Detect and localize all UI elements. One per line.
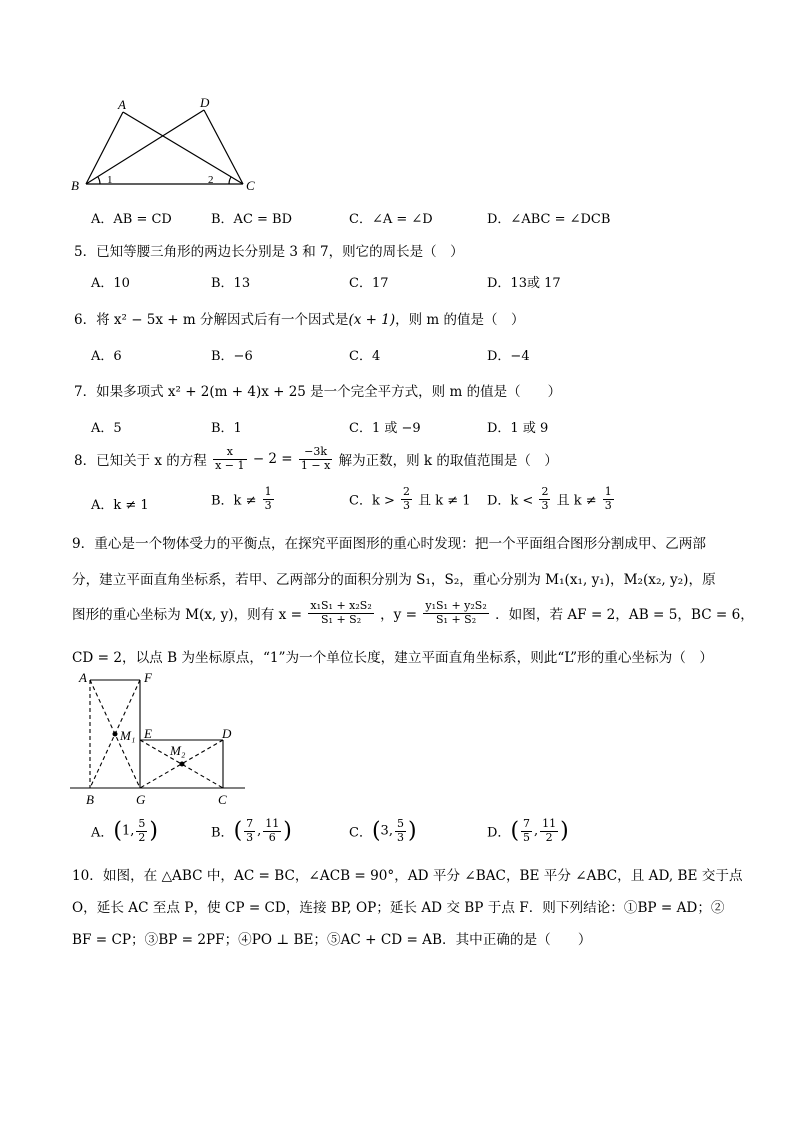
q10-line-2: O，延长 AC 至点 P，使 CP = CD，连接 BP, OP；延长 AD 交 BP 于点 F．则下列结论：①BP = AD；② (72, 900, 725, 916)
q9-optD-den2: 2 (545, 830, 553, 844)
q9-line-3 (72, 600, 754, 626)
q8-frac2-den: 1 − x (300, 458, 331, 472)
q9-optA-lparen: ( (113, 818, 122, 844)
q6-option-c[interactable]: C．4 (349, 349, 381, 364)
q8-optB-pre: B．k ≠ (211, 493, 257, 509)
q8-fraction-1 (213, 446, 246, 472)
q9-fx-den: S₁ + S₂ (321, 612, 362, 626)
label-A: A (79, 670, 87, 685)
q9-fy-num: y₁S₁ + y₂S₂ (425, 599, 487, 612)
q6-stem (74, 308, 525, 328)
q8-option-b[interactable] (211, 486, 276, 512)
q7-option-d[interactable]: D．1 或 9 (487, 421, 549, 436)
q8-stem (74, 446, 558, 472)
q9-optC-den: 3 (396, 830, 404, 844)
q9-optD-den1: 5 (523, 830, 531, 844)
label-D: D (200, 95, 210, 110)
q9-optC-num: 5 (396, 817, 404, 830)
q8-optC-frac (401, 486, 412, 512)
q8-optD-num: 2 (541, 485, 549, 498)
q9-optC-rparen: ) (407, 818, 417, 844)
q8-optC-post: 且 k ≠ 1 (418, 493, 471, 509)
q8-optC-pre: C．k > (349, 493, 395, 509)
q10-line-3: BF = CP；③BP = 2PF；④PO ⊥ BE；⑤AC + CD = AB．其中正确的是（ ） (72, 932, 592, 948)
q6-option-d[interactable]: D．−4 (487, 349, 530, 364)
triangle-figure-q4 (68, 95, 268, 205)
q6-option-a[interactable]: A．6 (91, 349, 122, 364)
q9-line3-a: 图形的重心坐标为 M(x, y)，则有 x = (72, 607, 303, 624)
q6-stem-c: ，则 m 的值是（ ） (395, 312, 525, 328)
q8-optD-frac2 (603, 486, 614, 512)
l-shape-figure-q9 (70, 670, 260, 812)
q9-optB-rparen: ) (283, 818, 292, 844)
q8-optD-num2: 1 (604, 485, 612, 498)
q9-optA-rparen: ) (149, 818, 158, 844)
q8-optB-num: 1 (264, 485, 272, 498)
label-G: G (136, 792, 146, 807)
q9-optB-num2: 11 (265, 817, 280, 830)
q9-optC-frac (395, 818, 406, 844)
q6-factor: (x + 1) (348, 312, 396, 328)
q9-optA-pre: A． (91, 825, 114, 841)
q4-option-d[interactable]: D．∠ABC = ∠DCB (487, 212, 611, 227)
q9-optC-lparen: ( (371, 818, 381, 844)
q9-line3-c: ．如图，若 AF = 2，AB = 5，BC = 6， (495, 607, 754, 624)
q8-optC-den: 3 (403, 498, 410, 512)
label-E: E (144, 726, 152, 741)
q9-optC-pre: C． (349, 825, 372, 841)
point-M1 (113, 732, 118, 737)
label-D: D (222, 726, 232, 741)
label-B: B (86, 792, 94, 807)
q9-line-2: 分，建立平面直角坐标系，若甲、乙两部分的面积分别为 S₁，S₂，重心分别为 M₁(x₁, y₁)，M₂(x₂, y₂)，原 (72, 572, 716, 588)
q7-option-a[interactable]: A．5 (91, 421, 122, 436)
q8-optD-frac (539, 486, 550, 512)
q8-option-a[interactable]: A．k ≠ 1 (91, 498, 149, 513)
q9-optD-comma: , (534, 823, 539, 839)
q8-fraction-2 (299, 446, 332, 472)
q9-optA-x: 1, (121, 823, 135, 839)
q9-optD-num1: 7 (523, 817, 531, 830)
q9-optB-lparen: ( (233, 818, 243, 844)
q8-option-c[interactable] (349, 486, 471, 512)
q9-option-c[interactable] (349, 818, 417, 844)
q9-optD-frac1 (521, 818, 532, 844)
q9-fy-den: S₁ + S₂ (436, 612, 477, 626)
q9-option-b[interactable] (211, 818, 292, 844)
q9-optB-den2: 6 (268, 830, 276, 844)
q5-option-d[interactable]: D．13或 17 (487, 276, 561, 291)
q4-option-a[interactable]: A．AB = CD (91, 212, 172, 227)
point-M2 (180, 762, 185, 767)
q8-stem-b: 解为正数，则 k 的取值范围是（ ） (338, 453, 558, 470)
q5-option-c[interactable]: C．17 (349, 276, 389, 291)
q9-optD-num2: 11 (542, 817, 557, 830)
q9-optA-num: 5 (138, 817, 146, 830)
q9-frac-y (423, 600, 488, 626)
q8-frac2-num: −3k (299, 446, 332, 460)
label-C: C (218, 792, 227, 807)
q9-optA-den: 2 (138, 830, 146, 844)
q9-line3-b: ，y = (380, 607, 418, 624)
q9-optA-frac (136, 818, 147, 844)
q5-option-b[interactable]: B．13 (211, 276, 251, 291)
label-F: F (144, 670, 152, 685)
q8-frac1-num: x (213, 446, 246, 460)
label-C: C (246, 178, 255, 193)
q8-stem-a: 8．已知关于 x 的方程 (74, 453, 207, 470)
q8-optC-num: 2 (403, 485, 410, 498)
q9-option-d[interactable] (487, 818, 569, 844)
q9-frac-x (308, 600, 373, 626)
q9-optB-frac1 (244, 818, 255, 844)
label-M2: M₂ (170, 743, 186, 758)
q8-optD-pre: D．k < (487, 493, 534, 509)
q8-optB-frac (263, 486, 274, 512)
q4-option-b[interactable]: B．AC = BD (211, 212, 293, 227)
q9-optB-pre: B． (211, 825, 234, 841)
q9-optD-rparen: ) (560, 818, 569, 844)
q4-option-c[interactable]: C．∠A = ∠D (349, 212, 433, 227)
q9-option-a[interactable] (91, 818, 158, 844)
q9-optB-den1: 3 (246, 830, 254, 844)
q9-optB-frac2 (263, 818, 281, 844)
q7-option-b[interactable]: B．1 (211, 421, 242, 436)
q9-optB-num1: 7 (246, 817, 254, 830)
q8-optB-den: 3 (264, 498, 272, 512)
label-angle-2: 2 (208, 174, 214, 186)
q9-line-4: CD = 2，以点 B 为坐标原点，“1”为一个单位长度，建立平面直角坐标系，则此“L”形的重心坐标为（ ） (72, 650, 713, 666)
q5-stem: 5．已知等腰三角形的两边长分别是 3 和 7，则它的周长是（ ） (74, 244, 464, 260)
q9-optD-pre: D． (487, 825, 511, 841)
label-B: B (71, 178, 79, 193)
q8-optD-den: 3 (541, 498, 549, 512)
q8-frac1-den: x − 1 (215, 458, 245, 472)
q9-fx-num: x₁S₁ + x₂S₂ (310, 599, 372, 612)
q6-option-b[interactable]: B．−6 (211, 349, 253, 364)
q8-mid: − 2 = (252, 451, 293, 468)
q9-optB-comma: , (257, 823, 262, 839)
q9-line-1: 9．重心是一个物体受力的平衡点，在探究平面图形的重心时发现：把一个平面组合图形分割成甲、乙两部 (72, 536, 706, 552)
q5-option-a[interactable]: A．10 (91, 276, 130, 291)
label-angle-1: 1 (107, 174, 113, 186)
q9-optD-frac2 (540, 818, 558, 844)
label-M1: M₁ (120, 728, 136, 743)
q7-stem: 7．如果多项式 x² + 2(m + 4)x + 25 是一个完全平方式，则 m 的值是（ ） (74, 384, 562, 400)
q7-option-c[interactable]: C．1 或 −9 (349, 421, 421, 436)
q8-optD-mid: 且 k ≠ (556, 493, 597, 509)
q8-optD-den2: 3 (604, 498, 612, 512)
q8-option-d[interactable] (487, 486, 616, 512)
q9-optC-x: 3, (380, 823, 393, 839)
label-A: A (118, 97, 126, 112)
q9-optD-lparen: ( (510, 818, 520, 844)
q10-line-1: 10．如图，在 △ABC 中，AC = BC，∠ACB = 90°，AD 平分 ∠BAC，BE 平分 ∠ABC，且 AD, BE 交于点 (72, 868, 743, 884)
q6-stem-a: 6．将 x² − 5x + m 分解因式后有一个因式是 (74, 312, 349, 328)
